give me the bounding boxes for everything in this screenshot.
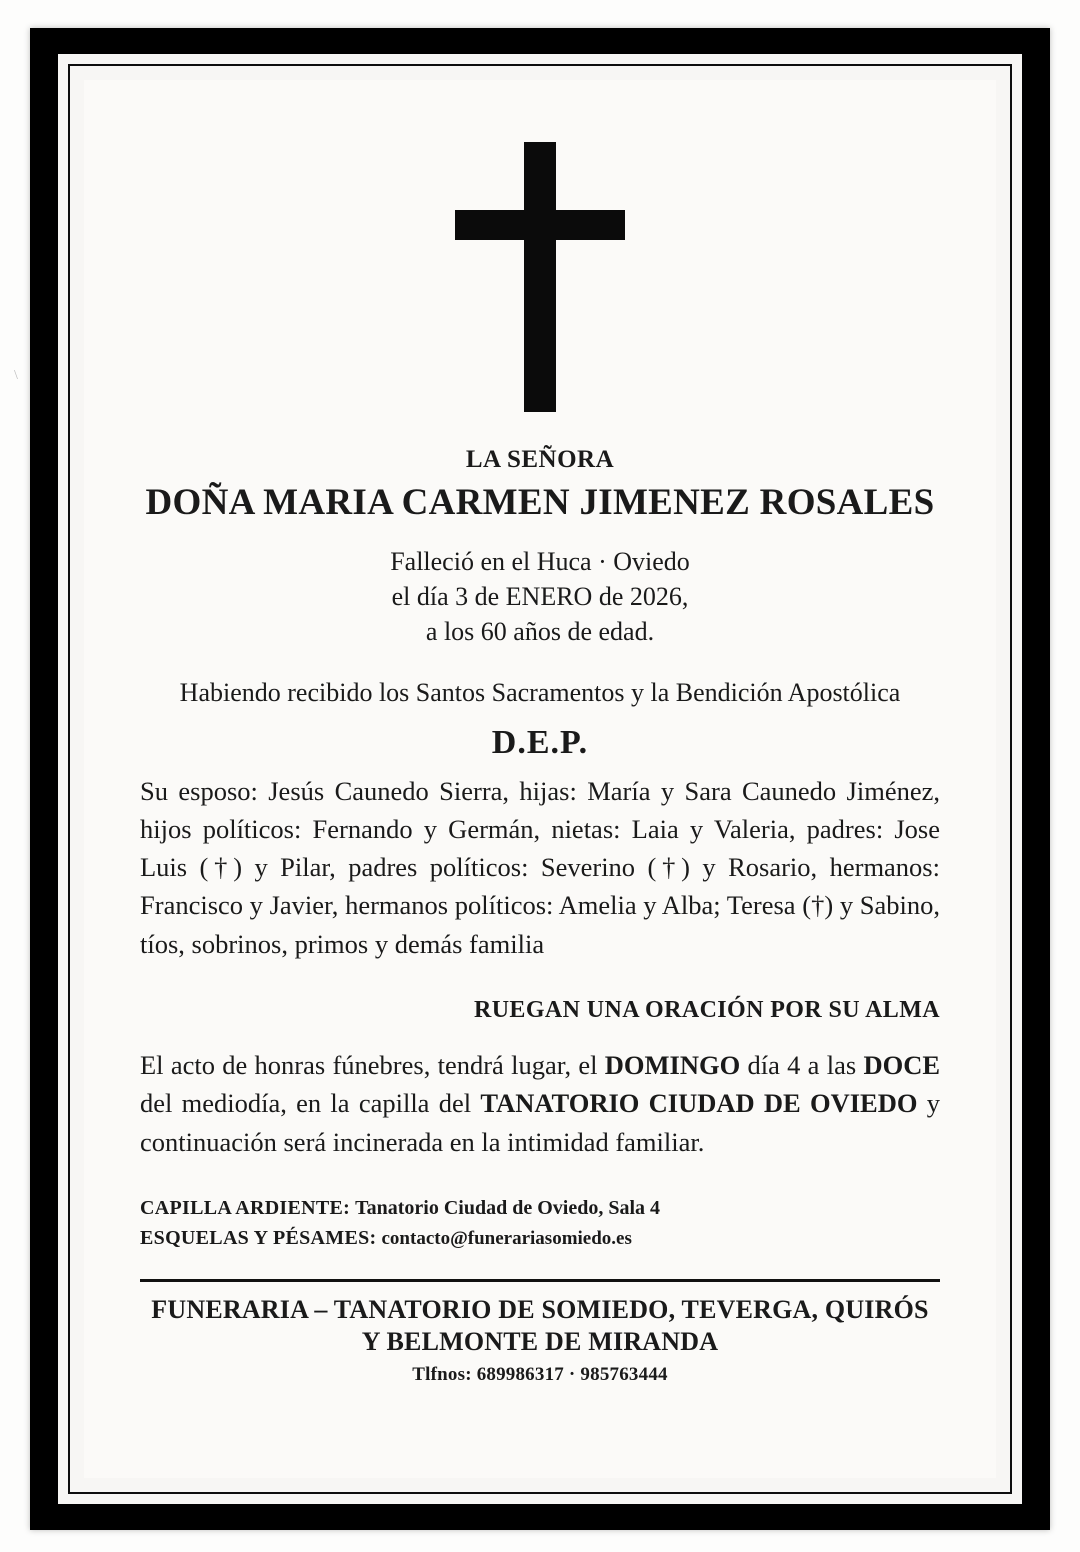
service-text-part4: y continuación será incinerada en la intimidad familiar.	[140, 1088, 941, 1157]
funeral-home-line1: FUNERARIA – TANATORIO DE SOMIEDO, TEVERGA, QUIRÓS	[151, 1295, 929, 1325]
phones-label: Tlfnos:	[412, 1363, 472, 1385]
condolences-value[interactable]: contacto@funerariasomiedo.es	[381, 1227, 632, 1249]
prayer-request: RUEGAN UNA ORACIÓN POR SU ALMA	[473, 996, 940, 1023]
death-date-line: el día 3 de ENERO de 2026,	[391, 582, 689, 612]
mourning-border	[30, 28, 1050, 1530]
family-list: Su esposo: Jesús Caunedo Sierra, hijas: María y Sara Caunedo Jiménez, hijos políticos: Fernando y Germán, nietas: Laia y Valeria, padres: Jose Luis (†) y Pilar, padres políticos: Severino (†) y Rosario, hermanos: Francisco y Javier, hermanos políticos: Amelia y Alba; Teresa (†) y Sabino, tíos, sobrinos, primos y demás familia	[140, 775, 940, 959]
chapel-label: CAPILLA ARDIENTE:	[140, 1196, 351, 1219]
deceased-name: DOÑA MARIA CARMEN JIMENEZ ROSALES	[145, 482, 935, 523]
age-line: a los 60 años de edad.	[425, 617, 655, 647]
sacraments-line: Habiendo recibido los Santos Sacramentos y la Bendición Apostólica	[179, 677, 901, 707]
service-place: TANATORIO CIUDAD DE OVIEDO	[480, 1088, 918, 1119]
cross-horizontal-bar	[455, 210, 625, 240]
service-text-part3: del mediodía, en la capilla del	[140, 1088, 481, 1119]
funeral-home-line2: Y BELMONTE DE MIRANDA	[361, 1327, 719, 1357]
chapel-value: Tanatorio Ciudad de Oviedo, Sala 4	[355, 1196, 661, 1219]
cross-vertical-bar	[524, 142, 556, 412]
thin-rule-frame	[68, 64, 1012, 1494]
cross-symbol-wrap	[140, 80, 940, 412]
notice-content	[84, 80, 996, 1478]
service-text-part1: El acto de honras fúnebres, tendrá lugar, el	[140, 1049, 605, 1080]
footer-divider	[140, 1279, 940, 1282]
paper-edge-mark-left: \	[14, 368, 18, 383]
cross-icon	[445, 142, 635, 412]
chapel-row	[140, 1193, 940, 1223]
service-time: DOCE	[863, 1049, 941, 1080]
contact-details	[140, 1193, 940, 1254]
phones-value: 689986317 · 985763444	[476, 1363, 668, 1385]
service-day: DOMINGO	[604, 1049, 741, 1080]
phones-row	[140, 1364, 940, 1386]
service-details	[140, 1046, 940, 1161]
service-text-part2: día 4 a las	[740, 1049, 864, 1080]
condolences-row	[140, 1223, 940, 1254]
death-place-line: Falleció en el Huca · Oviedo	[390, 547, 690, 577]
dep-line: D.E.P.	[491, 723, 589, 761]
condolences-label: ESQUELAS Y PÉSAMES:	[140, 1226, 377, 1249]
inner-white-frame	[58, 54, 1022, 1504]
honorific: LA SEÑORA	[465, 446, 615, 473]
funeral-home-footer	[140, 1294, 940, 1385]
death-info	[140, 545, 940, 649]
